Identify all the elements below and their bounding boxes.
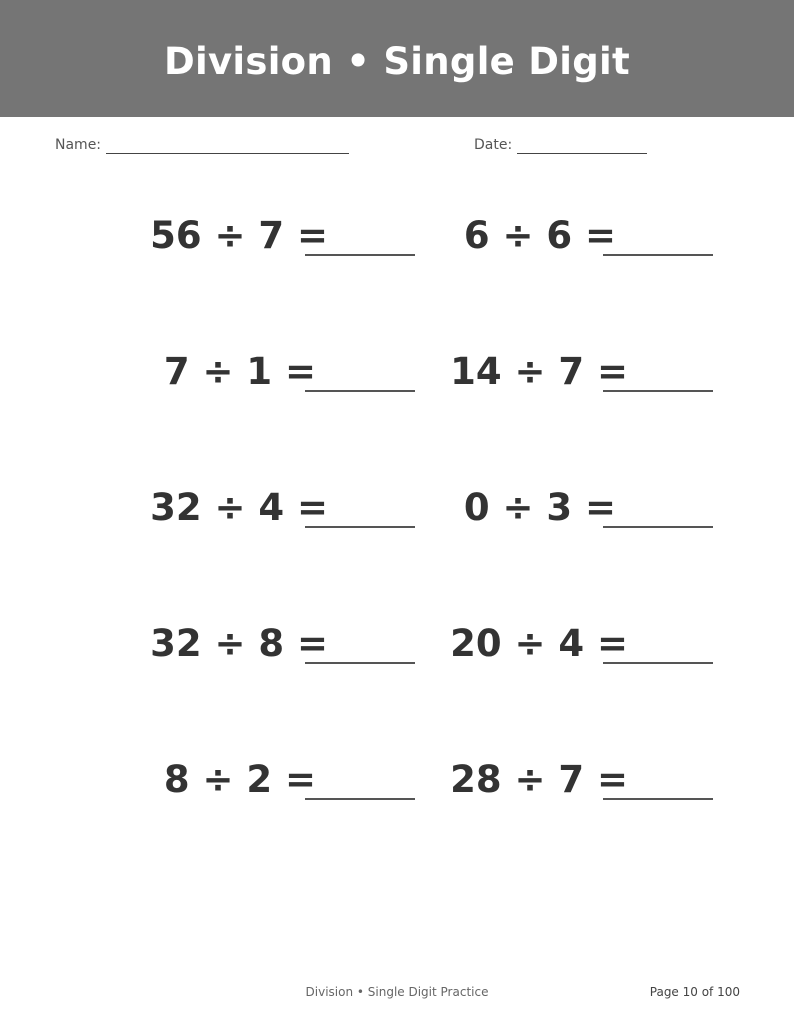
- problem-expression: 14 ÷ 7 =: [450, 350, 628, 393]
- problem-7: [150, 622, 328, 672]
- answer-line-10: [603, 798, 713, 800]
- problem-10: [450, 758, 628, 808]
- problem-6: [451, 486, 616, 536]
- answer-line-3: [305, 390, 415, 392]
- date-field: [474, 136, 647, 154]
- answer-line-5: [305, 526, 415, 528]
- date-line: [517, 138, 647, 154]
- problem-expression: 7 ÷ 1 =: [163, 350, 316, 393]
- answer-line-6: [603, 526, 713, 528]
- date-label: Date:: [474, 137, 513, 153]
- problem-expression: 8 ÷ 2 =: [163, 758, 316, 801]
- problem-3: [151, 350, 316, 400]
- problem-expression: 0 ÷ 3 =: [463, 486, 616, 529]
- problem-expression: 6 ÷ 6 =: [463, 214, 616, 257]
- problem-4: [450, 350, 628, 400]
- problem-expression: 32 ÷ 8 =: [150, 622, 328, 665]
- problem-9: [151, 758, 316, 808]
- name-line: [106, 138, 349, 154]
- answer-line-2: [603, 254, 713, 256]
- problem-expression: 28 ÷ 7 =: [450, 758, 628, 801]
- name-field: [55, 136, 349, 154]
- worksheet-title: Division • Single Digit: [163, 40, 631, 83]
- page-number: Page 10 of 100: [649, 985, 740, 999]
- answer-line-9: [305, 798, 415, 800]
- problem-expression: 32 ÷ 4 =: [150, 486, 328, 529]
- answer-line-4: [603, 390, 713, 392]
- answer-line-7: [305, 662, 415, 664]
- worksheet-header: [0, 0, 794, 117]
- problem-1: [150, 214, 328, 264]
- problem-2: [451, 214, 616, 264]
- problem-8: [450, 622, 628, 672]
- problem-5: [150, 486, 328, 536]
- answer-line-8: [603, 662, 713, 664]
- problem-expression: 56 ÷ 7 =: [150, 214, 328, 257]
- problem-expression: 20 ÷ 4 =: [450, 622, 628, 665]
- answer-line-1: [305, 254, 415, 256]
- footer-title: Division • Single Digit Practice: [305, 985, 489, 999]
- name-label: Name:: [55, 137, 102, 153]
